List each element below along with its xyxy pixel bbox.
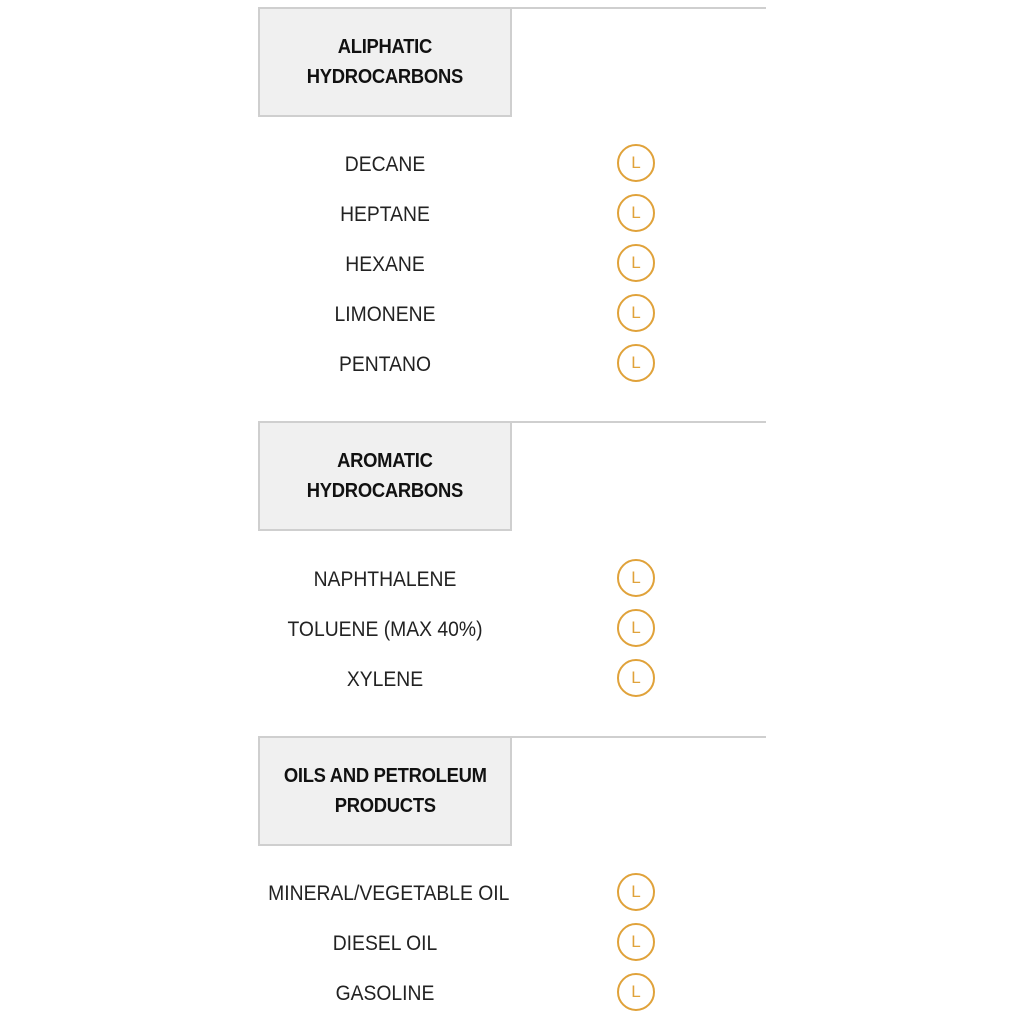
chemical-name: MINERAL/VEGETABLE OIL <box>268 882 510 905</box>
list-item <box>258 340 766 390</box>
rating-letter: L <box>631 882 641 901</box>
circle-letter-icon <box>617 659 655 697</box>
list-item <box>258 655 766 705</box>
rating-letter: L <box>631 568 641 587</box>
chemical-name: PENTANO <box>339 353 431 376</box>
section-header <box>258 7 512 117</box>
circle-letter-icon <box>617 144 655 182</box>
circle-letter-icon <box>617 244 655 282</box>
circle-letter-icon <box>617 559 655 597</box>
list-item <box>258 240 766 290</box>
list-item <box>258 290 766 340</box>
chemical-name: TOLUENE (MAX 40%) <box>287 618 483 641</box>
list-item <box>258 605 766 655</box>
rating-letter: L <box>631 153 641 172</box>
section-header <box>258 736 512 846</box>
section-title: AROMATIC HYDROCARBONS <box>306 450 464 502</box>
rating-letter: L <box>631 982 641 1001</box>
list-item <box>258 555 766 605</box>
circle-letter-icon <box>617 973 655 1011</box>
circle-letter-icon <box>617 873 655 911</box>
circle-letter-icon <box>617 923 655 961</box>
circle-letter-icon <box>617 609 655 647</box>
list-item <box>258 969 766 1019</box>
rating-letter: L <box>631 303 641 322</box>
rating-letter: L <box>631 618 641 637</box>
chemical-name: GASOLINE <box>335 982 435 1005</box>
list-item <box>258 919 766 969</box>
circle-letter-icon <box>617 194 655 232</box>
section-title: ALIPHATIC HYDROCARBONS <box>306 36 464 88</box>
list-item <box>258 190 766 240</box>
chemical-name: HEXANE <box>345 253 425 276</box>
rating-letter: L <box>631 668 641 687</box>
rating-letter: L <box>631 353 641 372</box>
list-item <box>258 869 766 919</box>
rating-letter: L <box>631 253 641 272</box>
circle-letter-icon <box>617 344 655 382</box>
chemical-name: LIMONENE <box>334 303 436 326</box>
chemical-name: HEPTANE <box>340 203 430 226</box>
chemical-name: DIESEL OIL <box>332 932 438 955</box>
chemical-name: XYLENE <box>346 668 424 691</box>
chemical-name: DECANE <box>344 153 426 176</box>
circle-letter-icon <box>617 294 655 332</box>
list-item <box>258 140 766 190</box>
rating-letter: L <box>631 203 641 222</box>
section-header <box>258 421 512 531</box>
section-title: OILS AND PETROLEUM PRODUCTS <box>283 765 487 817</box>
rating-letter: L <box>631 932 641 951</box>
chemical-name: NAPHTHALENE <box>313 568 457 591</box>
